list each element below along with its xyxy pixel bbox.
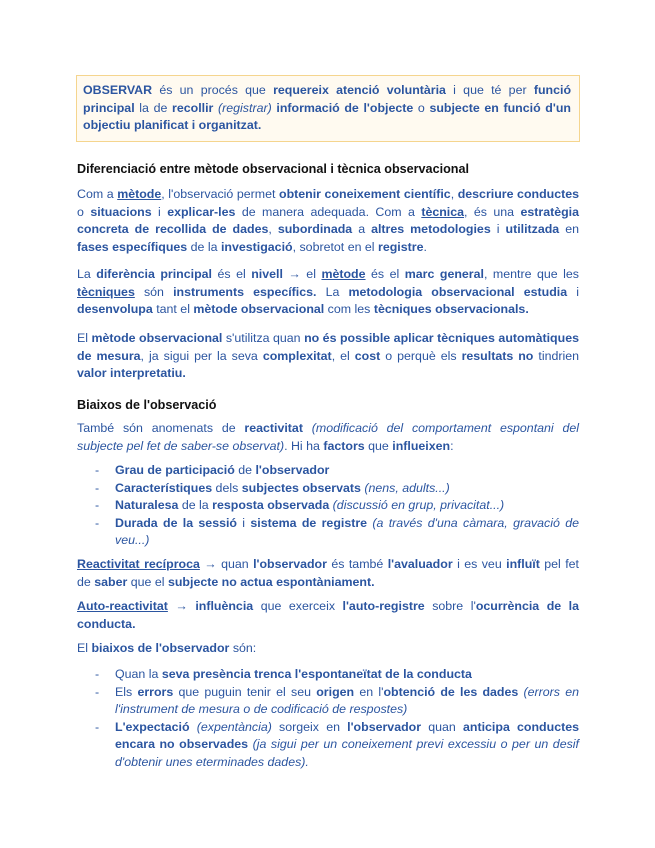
list-item: - Grau de participació de l'observador: [77, 462, 579, 480]
paragraph-observer-biases: El biaixos de l'observador són:: [77, 641, 257, 655]
paragraph-reactivity: També són anomenats de reactivitat (modificació del comportament espontani del subjecte pel fet de saber-se observat). Hi ha factors que influeixen:: [77, 421, 579, 453]
paragraph-self-reactivity: Auto-reactivitat → influència que exerceix l'auto-registre sobre l'ocurrència de la conducta.: [77, 599, 580, 631]
definition-callout: OBSERVAR és un procés que requereix atenció voluntària i que té per funció principal la de recollir (registrar) informació de l'objecte o subjecte en funció d'un objectiu planificat i organitzat.: [76, 75, 580, 142]
factors-list: [77, 462, 579, 550]
list-item: - Naturalesa de la resposta observada (discussió en grup, privacitat...): [77, 497, 579, 515]
list-item: - Característiques dels subjectes observats (nens, adults...): [77, 480, 579, 498]
observer-biases-list: [77, 666, 579, 771]
list-item: - L'expectació (expentància) sorgeix en l'observador quan anticipa conductes encara no observades (ja sigui per un coneixement previ excessiu o per un desif d'obtenir unes eterminades dades).: [77, 719, 579, 772]
callout-term: OBSERVAR: [83, 83, 153, 97]
section-heading-biases: Biaixos de l'observació: [77, 398, 217, 412]
paragraph-method-usage: El mètode observacional s'utilitza quan no és possible aplicar tècniques automàtiques de mesura, ja sigui per la seva complexitat, el cost o perquè els resultats no tindrien valor interpretatiu.: [77, 331, 580, 380]
list-item: - Els errors que puguin tenir el seu origen en l'obtenció de les dades (errors en l'instrument de mesura o de codificació de respostes): [77, 684, 579, 719]
list-item: - Durada de la sessió i sistema de registre (a través d'una càmara, gravació de veu...): [77, 515, 579, 550]
list-item: - Quan la seva presència trenca l'espontaneïtat de la conducta: [77, 666, 579, 684]
paragraph-method-technique: Com a mètode, l'observació permet obtenir coneixement científic, descriure conductes o situacions i explicar-les de manera adequada. Com a tècnica, és una estratègia concreta de recollida de dades, subordinada a altres metodologies i utilitzada en fases específiques de la investigació, sobretot en el registre.: [77, 187, 580, 254]
paragraph-main-difference: La diferència principal és el nivell → el mètode és el marc general, mentre que les tècniques són instruments específics. La metodologia observacional estudia i desenvolupa tant el mètode observacional com les tècniques observacionals.: [77, 267, 579, 316]
section-heading-method: Diferenciació entre mètode observacional i tècnica observacional: [77, 162, 469, 176]
paragraph-reciprocal-reactivity: Reactivitat recíproca → quan l'observador és també l'avaluador i es veu influït pel fet de saber que el subjecte no actua espontàniament.: [77, 557, 579, 589]
